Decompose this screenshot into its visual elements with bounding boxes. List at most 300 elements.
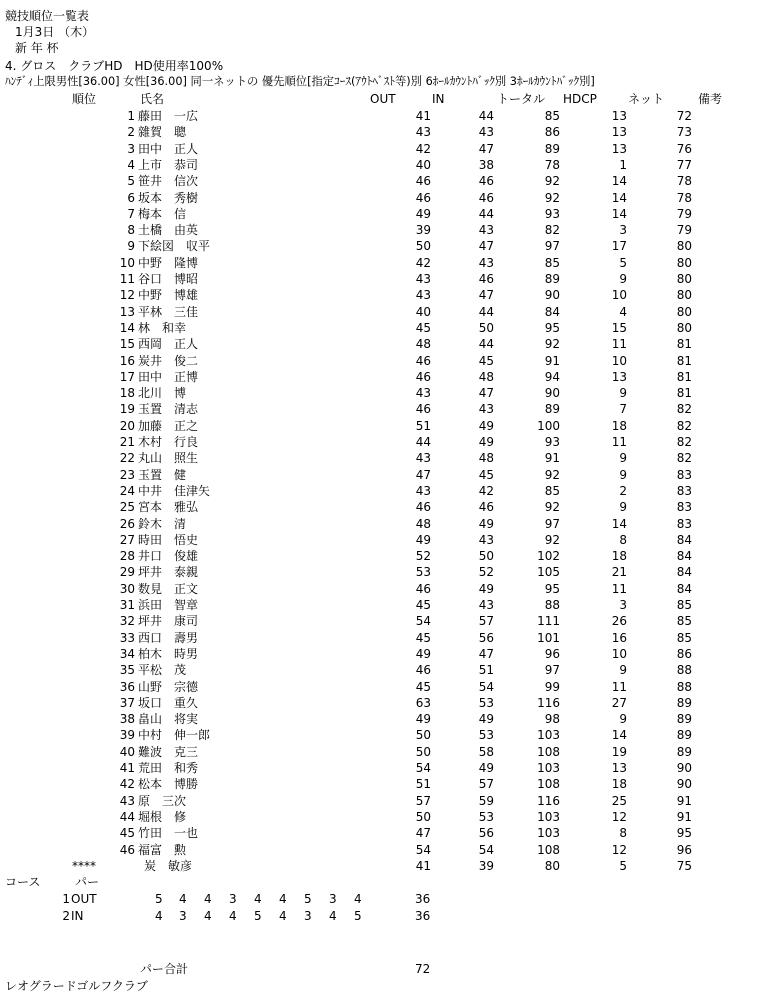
- row-hdcp: 18: [611, 777, 627, 792]
- row-name: 難波 克三: [138, 744, 199, 759]
- row-in: 44: [478, 304, 494, 319]
- row-total: 89: [544, 141, 560, 156]
- row-in: 47: [478, 239, 494, 254]
- row-name: 上市 恭司: [138, 157, 199, 172]
- row-name: 坪井 泰親: [138, 565, 199, 580]
- row-name: 中野 博雄: [138, 288, 199, 303]
- course-name: IN: [71, 908, 84, 923]
- row-name: 宮本 雅弘: [138, 500, 199, 515]
- row-rank: 24: [119, 483, 135, 498]
- row-net: 89: [676, 712, 692, 727]
- row-rank: 21: [119, 435, 135, 449]
- course-par-sum: 36: [415, 892, 431, 907]
- hole-par: 4: [354, 892, 362, 907]
- row-net: 81: [676, 369, 692, 384]
- row-net: 86: [676, 646, 692, 661]
- row-name: 田中 正人: [138, 141, 199, 156]
- row-total: 84: [544, 304, 560, 319]
- row-rank: 32: [119, 614, 135, 629]
- col-hdcp: HDCP: [563, 92, 597, 106]
- row-net: 96: [676, 842, 692, 857]
- row-net: 90: [676, 777, 692, 792]
- row-hdcp: 8: [619, 532, 627, 547]
- row-name: 加藤 正之: [138, 418, 199, 433]
- row-in: 53: [478, 695, 494, 710]
- row-hdcp: 25: [611, 793, 627, 808]
- row-rank: 18: [119, 386, 135, 401]
- row-total: 94: [544, 369, 560, 384]
- row-rank: 14: [119, 320, 135, 335]
- row-in: 46: [478, 190, 494, 205]
- row-out: 46: [415, 402, 431, 417]
- row-out: 50: [415, 728, 431, 743]
- row-total: 116: [537, 695, 560, 710]
- row-hdcp: 12: [611, 809, 627, 824]
- row-name: 鈴木 清: [138, 516, 187, 531]
- row-name: 丸山 照生: [138, 451, 199, 466]
- row-name: 浜田 智章: [138, 598, 199, 612]
- row-net: 82: [676, 418, 692, 433]
- row-in: 38: [478, 157, 494, 172]
- row-rank: 9: [127, 239, 135, 254]
- row-net: 89: [676, 695, 692, 710]
- row-rank: 37: [119, 695, 135, 710]
- row-total: 78: [544, 157, 560, 172]
- row-in: 53: [478, 809, 494, 824]
- row-net: 91: [676, 809, 692, 824]
- row-total: 89: [544, 402, 560, 417]
- row-hdcp: 1: [619, 157, 627, 172]
- row-hdcp: 14: [611, 174, 627, 189]
- row-in: 46: [478, 272, 494, 286]
- row-total: 111: [537, 614, 560, 629]
- hole-par: 4: [279, 908, 287, 923]
- row-name: 平林 三佳: [138, 304, 199, 319]
- row-name: 梅本 信: [138, 206, 187, 221]
- row-rank: 31: [119, 598, 135, 612]
- row-net: 84: [676, 565, 692, 580]
- col-net: ネット: [628, 92, 665, 106]
- row-rank: 41: [119, 761, 135, 775]
- special-out: 41: [415, 858, 431, 873]
- row-rank: 2: [127, 125, 135, 140]
- row-net: 73: [676, 125, 692, 140]
- row-name: 数見 正文: [138, 581, 199, 596]
- row-hdcp: 10: [611, 646, 627, 661]
- row-total: 103: [537, 809, 560, 824]
- row-net: 80: [676, 288, 692, 303]
- col-rank: 順位: [72, 92, 97, 106]
- row-out: 39: [415, 223, 431, 238]
- row-in: 48: [478, 369, 494, 384]
- row-rank: 20: [119, 418, 135, 433]
- row-hdcp: 11: [611, 679, 627, 694]
- row-in: 44: [478, 206, 494, 221]
- special-rank: ****: [72, 858, 96, 873]
- row-name: 林 和幸: [138, 320, 187, 335]
- row-rank: 5: [127, 174, 135, 189]
- row-hdcp: 5: [619, 255, 627, 270]
- row-hdcp: 16: [611, 630, 627, 645]
- row-net: 82: [676, 402, 692, 417]
- row-net: 83: [676, 467, 692, 482]
- row-out: 46: [415, 581, 431, 596]
- hole-par: 5: [254, 908, 262, 923]
- row-hdcp: 13: [611, 125, 627, 140]
- row-total: 90: [544, 386, 560, 401]
- row-hdcp: 14: [611, 516, 627, 531]
- row-total: 108: [537, 777, 560, 792]
- row-rank: 38: [119, 712, 135, 727]
- row-net: 83: [676, 500, 692, 515]
- row-total: 101: [537, 630, 560, 645]
- row-total: 108: [537, 842, 560, 857]
- row-in: 48: [478, 451, 494, 466]
- row-total: 97: [544, 663, 560, 678]
- row-rank: 22: [119, 451, 135, 466]
- row-total: 92: [544, 532, 560, 547]
- row-rank: 16: [119, 353, 135, 368]
- hole-par: 4: [279, 892, 287, 907]
- row-total: 93: [544, 435, 560, 449]
- row-total: 89: [544, 272, 560, 286]
- row-out: 46: [415, 353, 431, 368]
- row-rank: 36: [119, 679, 135, 694]
- row-hdcp: 10: [611, 353, 627, 368]
- row-in: 49: [478, 761, 494, 775]
- hole-par: 4: [179, 892, 187, 907]
- row-net: 79: [676, 206, 692, 221]
- row-in: 49: [478, 581, 494, 596]
- hole-par: 4: [204, 908, 212, 923]
- row-in: 59: [478, 793, 494, 808]
- row-rank: 1: [127, 109, 135, 123]
- row-name: 荒田 和秀: [138, 761, 199, 775]
- row-in: 49: [478, 418, 494, 433]
- row-out: 54: [415, 842, 431, 857]
- row-name: 田中 正博: [138, 369, 199, 384]
- row-hdcp: 12: [611, 842, 627, 857]
- row-in: 50: [478, 320, 494, 335]
- row-rank: 13: [119, 304, 135, 319]
- row-net: 80: [676, 272, 692, 286]
- row-name: 井口 俊雄: [138, 549, 199, 564]
- row-out: 50: [415, 744, 431, 759]
- row-total: 116: [537, 793, 560, 808]
- row-in: 44: [478, 109, 494, 123]
- row-rank: 7: [127, 206, 135, 221]
- row-in: 49: [478, 516, 494, 531]
- row-rank: 34: [119, 646, 135, 661]
- course-name: OUT: [71, 892, 97, 907]
- club-name: レオグラードゴルフクラブ: [5, 979, 148, 993]
- row-total: 103: [537, 728, 560, 743]
- row-hdcp: 13: [611, 761, 627, 775]
- row-rank: 8: [127, 223, 135, 238]
- row-net: 72: [676, 109, 692, 123]
- row-total: 92: [544, 500, 560, 515]
- row-in: 56: [478, 826, 494, 841]
- row-total: 108: [537, 744, 560, 759]
- row-in: 50: [478, 549, 494, 564]
- row-rank: 43: [119, 793, 135, 808]
- row-total: 95: [544, 320, 560, 335]
- row-out: 49: [415, 206, 431, 221]
- row-net: 81: [676, 337, 692, 352]
- row-net: 89: [676, 728, 692, 743]
- row-net: 95: [676, 826, 692, 841]
- row-total: 103: [537, 761, 560, 775]
- row-rank: 25: [119, 500, 135, 515]
- row-net: 88: [676, 679, 692, 694]
- row-hdcp: 7: [619, 402, 627, 417]
- row-net: 80: [676, 239, 692, 254]
- row-net: 84: [676, 532, 692, 547]
- row-name: 炭井 俊二: [138, 353, 199, 368]
- course-no: 2: [62, 908, 70, 923]
- row-in: 43: [478, 125, 494, 140]
- row-total: 90: [544, 288, 560, 303]
- row-out: 49: [415, 532, 431, 547]
- row-total: 88: [544, 598, 560, 612]
- row-rank: 27: [119, 532, 135, 547]
- row-out: 53: [415, 565, 431, 580]
- row-in: 43: [478, 402, 494, 417]
- row-hdcp: 9: [619, 467, 627, 482]
- row-out: 49: [415, 646, 431, 661]
- row-out: 43: [415, 483, 431, 498]
- row-in: 47: [478, 141, 494, 156]
- par-total-label: パー合計: [140, 962, 189, 976]
- row-rank: 42: [119, 777, 135, 792]
- row-in: 49: [478, 435, 494, 449]
- row-name: 笹井 信次: [138, 174, 199, 189]
- row-hdcp: 15: [611, 320, 627, 335]
- row-in: 43: [478, 255, 494, 270]
- row-name: 堀根 修: [138, 809, 187, 824]
- row-hdcp: 11: [611, 581, 627, 596]
- row-name: 谷口 博昭: [138, 272, 199, 286]
- row-out: 46: [415, 369, 431, 384]
- row-name: 畠山 将実: [138, 712, 199, 727]
- row-rank: 33: [119, 630, 135, 645]
- row-in: 46: [478, 500, 494, 515]
- row-hdcp: 14: [611, 190, 627, 205]
- row-out: 45: [415, 679, 431, 694]
- par-total-value: 72: [415, 962, 431, 976]
- row-in: 51: [478, 663, 494, 678]
- row-out: 48: [415, 337, 431, 352]
- row-total: 102: [537, 549, 560, 564]
- report-title: 競技順位一覧表: [5, 9, 90, 23]
- row-hdcp: 3: [619, 223, 627, 238]
- row-total: 99: [544, 679, 560, 694]
- row-in: 57: [478, 777, 494, 792]
- row-net: 80: [676, 320, 692, 335]
- row-total: 91: [544, 451, 560, 466]
- row-total: 86: [544, 125, 560, 140]
- row-net: 80: [676, 304, 692, 319]
- row-out: 45: [415, 320, 431, 335]
- row-out: 50: [415, 239, 431, 254]
- row-hdcp: 3: [619, 598, 627, 612]
- row-rank: 28: [119, 549, 135, 564]
- row-net: 90: [676, 761, 692, 775]
- row-name: 下絵図 収平: [138, 239, 211, 254]
- row-total: 98: [544, 712, 560, 727]
- hole-par: 5: [354, 908, 362, 923]
- special-name: 炭 敏彦: [144, 858, 193, 873]
- row-in: 43: [478, 223, 494, 238]
- row-hdcp: 14: [611, 728, 627, 743]
- row-net: 89: [676, 744, 692, 759]
- row-hdcp: 8: [619, 826, 627, 841]
- row-hdcp: 14: [611, 206, 627, 221]
- row-net: 76: [676, 141, 692, 156]
- row-hdcp: 9: [619, 712, 627, 727]
- row-hdcp: 2: [619, 483, 627, 498]
- row-out: 43: [415, 272, 431, 286]
- row-net: 85: [676, 630, 692, 645]
- row-name: 坂口 重久: [138, 695, 199, 710]
- row-out: 49: [415, 712, 431, 727]
- row-rank: 39: [119, 728, 135, 743]
- row-rank: 11: [119, 272, 135, 286]
- row-in: 56: [478, 630, 494, 645]
- row-in: 45: [478, 353, 494, 368]
- row-out: 52: [415, 549, 431, 564]
- row-name: 中村 伸一郎: [138, 728, 211, 743]
- row-total: 92: [544, 467, 560, 482]
- row-out: 47: [415, 826, 431, 841]
- special-hdcp: 5: [619, 858, 627, 873]
- row-out: 51: [415, 777, 431, 792]
- row-out: 43: [415, 288, 431, 303]
- row-out: 44: [415, 435, 431, 449]
- course-par-sum: 36: [415, 908, 431, 923]
- row-name: 平松 茂: [138, 663, 187, 678]
- row-rank: 45: [119, 826, 135, 841]
- row-in: 47: [478, 386, 494, 401]
- report-date: 1月3日 （木）: [15, 25, 95, 39]
- row-out: 57: [415, 793, 431, 808]
- row-out: 40: [415, 304, 431, 319]
- col-remarks: 備考: [698, 92, 723, 106]
- row-name: 時田 悟史: [138, 532, 199, 547]
- row-in: 53: [478, 728, 494, 743]
- row-hdcp: 9: [619, 663, 627, 678]
- row-name: 玉置 健: [138, 467, 187, 482]
- hole-par: 5: [304, 892, 312, 907]
- row-in: 44: [478, 337, 494, 352]
- row-net: 85: [676, 614, 692, 629]
- row-net: 78: [676, 190, 692, 205]
- row-out: 50: [415, 809, 431, 824]
- row-in: 42: [478, 483, 494, 498]
- row-out: 47: [415, 467, 431, 482]
- row-rank: 23: [119, 467, 135, 482]
- row-hdcp: 10: [611, 288, 627, 303]
- row-net: 82: [676, 451, 692, 466]
- row-net: 81: [676, 386, 692, 401]
- row-hdcp: 9: [619, 272, 627, 286]
- row-rank: 3: [127, 141, 135, 156]
- row-hdcp: 9: [619, 500, 627, 515]
- hole-par: 3: [304, 908, 312, 923]
- row-out: 48: [415, 516, 431, 531]
- row-rank: 44: [119, 809, 135, 824]
- event-name: 新 年 杯: [15, 41, 59, 55]
- row-name: 西岡 正人: [138, 337, 199, 352]
- row-name: 坂本 秀樹: [138, 190, 199, 205]
- row-out: 40: [415, 157, 431, 172]
- row-out: 51: [415, 418, 431, 433]
- row-rank: 17: [119, 369, 135, 384]
- row-out: 43: [415, 386, 431, 401]
- row-total: 96: [544, 646, 560, 661]
- row-total: 95: [544, 581, 560, 596]
- hole-par: 4: [254, 892, 262, 907]
- row-rank: 46: [119, 842, 135, 857]
- row-hdcp: 21: [611, 565, 627, 580]
- row-name: 福富 勲: [138, 842, 187, 857]
- row-name: 土橋 由英: [138, 223, 199, 238]
- special-net: 75: [676, 858, 692, 873]
- row-out: 46: [415, 663, 431, 678]
- row-hdcp: 4: [619, 304, 627, 319]
- row-rank: 40: [119, 744, 135, 759]
- row-rank: 10: [119, 255, 135, 270]
- row-in: 45: [478, 467, 494, 482]
- row-hdcp: 17: [611, 239, 627, 254]
- row-total: 92: [544, 174, 560, 189]
- course-no: 1: [62, 892, 70, 907]
- row-out: 45: [415, 598, 431, 612]
- row-name: 原 三次: [138, 793, 187, 808]
- row-rank: 19: [119, 402, 135, 417]
- row-total: 85: [544, 109, 560, 123]
- hole-par: 4: [204, 892, 212, 907]
- hole-par: 4: [329, 908, 337, 923]
- row-hdcp: 11: [611, 337, 627, 352]
- row-name: 松本 博勝: [138, 777, 199, 792]
- row-net: 84: [676, 549, 692, 564]
- row-net: 84: [676, 581, 692, 596]
- hole-par: 3: [229, 892, 237, 907]
- row-total: 100: [537, 418, 560, 433]
- row-name: 柏木 時男: [138, 646, 199, 661]
- row-out: 43: [415, 451, 431, 466]
- row-total: 85: [544, 255, 560, 270]
- row-out: 45: [415, 630, 431, 645]
- row-out: 42: [415, 141, 431, 156]
- row-rank: 30: [119, 581, 135, 596]
- row-total: 82: [544, 223, 560, 238]
- row-name: 中井 佳津矢: [138, 483, 211, 498]
- row-out: 54: [415, 614, 431, 629]
- row-name: 藤田 一広: [138, 109, 199, 123]
- row-out: 41: [415, 109, 431, 123]
- row-total: 92: [544, 190, 560, 205]
- row-in: 43: [478, 598, 494, 612]
- row-total: 97: [544, 239, 560, 254]
- row-in: 54: [478, 679, 494, 694]
- col-out: OUT: [370, 92, 396, 106]
- row-name: 坪井 康司: [138, 614, 199, 629]
- row-rank: 6: [127, 190, 135, 205]
- row-net: 88: [676, 663, 692, 678]
- row-total: 91: [544, 353, 560, 368]
